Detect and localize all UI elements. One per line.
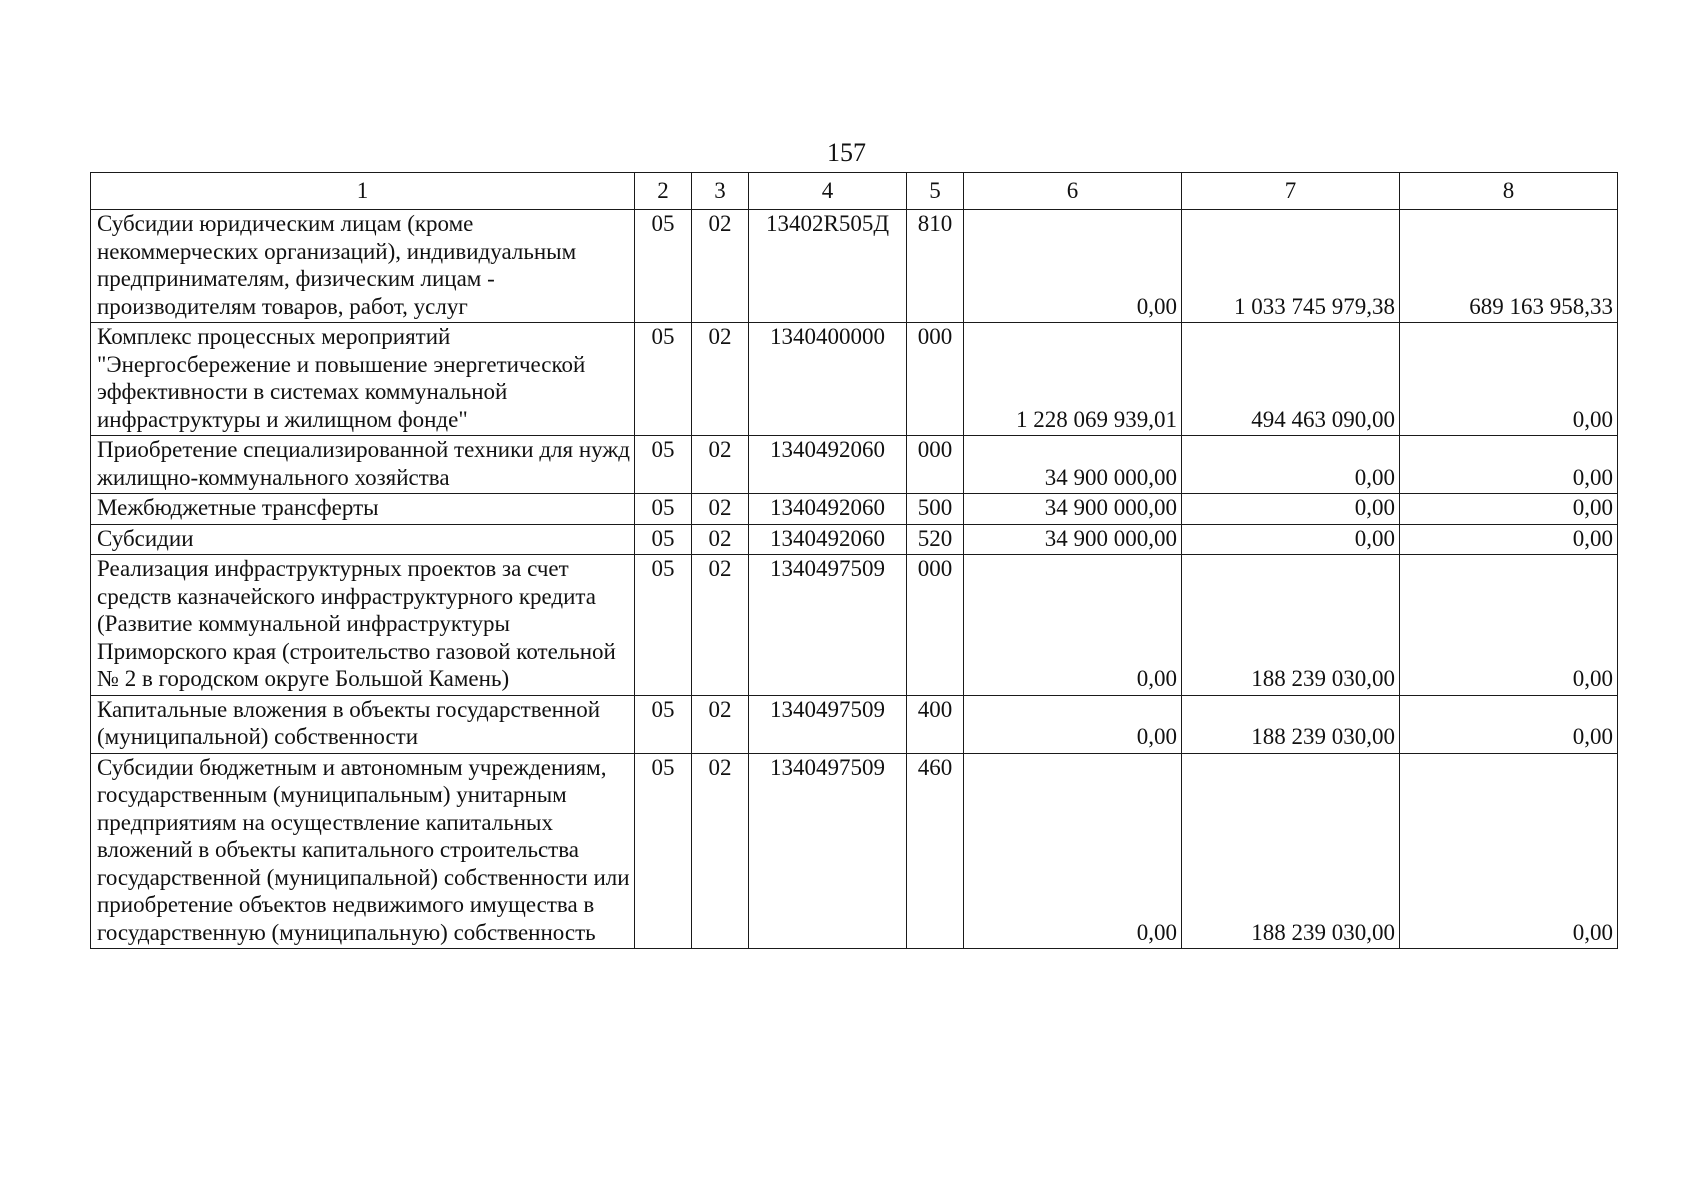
header-col-2: 2 xyxy=(635,173,692,210)
row-amount-col7: 0,00 xyxy=(1182,436,1400,494)
row-expense-type: 460 xyxy=(907,753,964,949)
row-section: 05 xyxy=(635,753,692,949)
row-amount-col6: 34 900 000,00 xyxy=(964,436,1182,494)
row-amount-col7: 0,00 xyxy=(1182,524,1400,555)
table-row xyxy=(91,555,1618,696)
row-section: 05 xyxy=(635,210,692,323)
row-name: Межбюджетные трансферты xyxy=(91,494,635,525)
row-amount-col8: 0,00 xyxy=(1400,753,1618,949)
row-section: 05 xyxy=(635,494,692,525)
row-name: Субсидии юридическим лицам (кроме некоммерческих организаций), индивидуальным предпринимателям, физическим лицам - производителям товаров, работ, услуг xyxy=(91,210,635,323)
table-row xyxy=(91,436,1618,494)
row-target-code: 1340492060 xyxy=(749,524,907,555)
row-expense-type: 810 xyxy=(907,210,964,323)
row-amount-col6: 0,00 xyxy=(964,210,1182,323)
row-name: Реализация инфраструктурных проектов за счет средств казначейского инфраструктурного кредита (Развитие коммунальной инфраструктуры Приморского края (строительство газовой котельной № 2 в городском округе Большой Камень) xyxy=(91,555,635,696)
row-target-code: 13402R505Д xyxy=(749,210,907,323)
table-row xyxy=(91,695,1618,753)
row-subsection: 02 xyxy=(692,323,749,436)
header-col-8: 8 xyxy=(1400,173,1618,210)
table-row xyxy=(91,524,1618,555)
row-amount-col7: 1 033 745 979,38 xyxy=(1182,210,1400,323)
row-target-code: 1340497509 xyxy=(749,753,907,949)
header-col-1: 1 xyxy=(91,173,635,210)
row-expense-type: 400 xyxy=(907,695,964,753)
row-subsection: 02 xyxy=(692,524,749,555)
row-amount-col7: 188 239 030,00 xyxy=(1182,695,1400,753)
row-expense-type: 000 xyxy=(907,323,964,436)
row-target-code: 1340497509 xyxy=(749,695,907,753)
row-amount-col7: 188 239 030,00 xyxy=(1182,753,1400,949)
row-subsection: 02 xyxy=(692,555,749,696)
row-amount-col8: 0,00 xyxy=(1400,436,1618,494)
row-subsection: 02 xyxy=(692,210,749,323)
row-subsection: 02 xyxy=(692,753,749,949)
row-amount-col6: 0,00 xyxy=(964,555,1182,696)
row-expense-type: 000 xyxy=(907,555,964,696)
budget-table xyxy=(90,172,1618,949)
row-expense-type: 000 xyxy=(907,436,964,494)
row-amount-col8: 0,00 xyxy=(1400,494,1618,525)
table-row xyxy=(91,210,1618,323)
row-name: Приобретение специализированной техники для нужд жилищно-коммунального хозяйства xyxy=(91,436,635,494)
row-amount-col8: 0,00 xyxy=(1400,323,1618,436)
page-number: 157 xyxy=(827,138,866,167)
row-target-code: 1340497509 xyxy=(749,555,907,696)
row-name: Капитальные вложения в объекты государственной (муниципальной) собственности xyxy=(91,695,635,753)
header-row xyxy=(91,173,1618,210)
header-col-7: 7 xyxy=(1182,173,1400,210)
row-amount-col6: 0,00 xyxy=(964,753,1182,949)
row-subsection: 02 xyxy=(692,695,749,753)
table-row xyxy=(91,753,1618,949)
row-section: 05 xyxy=(635,323,692,436)
row-name: Субсидии xyxy=(91,524,635,555)
row-amount-col6: 34 900 000,00 xyxy=(964,524,1182,555)
row-amount-col6: 1 228 069 939,01 xyxy=(964,323,1182,436)
row-name: Комплекс процессных мероприятий "Энергосбережение и повышение энергетической эффективности в системах коммунальной инфраструктуры и жилищном фонде" xyxy=(91,323,635,436)
row-amount-col7: 188 239 030,00 xyxy=(1182,555,1400,696)
row-amount-col8: 0,00 xyxy=(1400,695,1618,753)
row-section: 05 xyxy=(635,555,692,696)
header-col-4: 4 xyxy=(749,173,907,210)
row-target-code: 1340492060 xyxy=(749,436,907,494)
row-amount-col8: 0,00 xyxy=(1400,555,1618,696)
row-expense-type: 520 xyxy=(907,524,964,555)
row-target-code: 1340400000 xyxy=(749,323,907,436)
row-amount-col7: 0,00 xyxy=(1182,494,1400,525)
row-amount-col8: 689 163 958,33 xyxy=(1400,210,1618,323)
row-amount-col7: 494 463 090,00 xyxy=(1182,323,1400,436)
table-row xyxy=(91,494,1618,525)
row-expense-type: 500 xyxy=(907,494,964,525)
row-target-code: 1340492060 xyxy=(749,494,907,525)
row-subsection: 02 xyxy=(692,436,749,494)
row-section: 05 xyxy=(635,695,692,753)
row-name: Субсидии бюджетным и автономным учреждениям, государственным (муниципальным) унитарным предприятиям на осуществление капитальных вложений в объекты капитального строительства государственной (муниципальной) собственности или приобретение объектов недвижимого имущества в государственную (муниципальную) собственность xyxy=(91,753,635,949)
row-amount-col8: 0,00 xyxy=(1400,524,1618,555)
row-amount-col6: 0,00 xyxy=(964,695,1182,753)
row-section: 05 xyxy=(635,436,692,494)
header-col-6: 6 xyxy=(964,173,1182,210)
row-section: 05 xyxy=(635,524,692,555)
header-col-5: 5 xyxy=(907,173,964,210)
row-subsection: 02 xyxy=(692,494,749,525)
table-row xyxy=(91,323,1618,436)
header-col-3: 3 xyxy=(692,173,749,210)
row-amount-col6: 34 900 000,00 xyxy=(964,494,1182,525)
